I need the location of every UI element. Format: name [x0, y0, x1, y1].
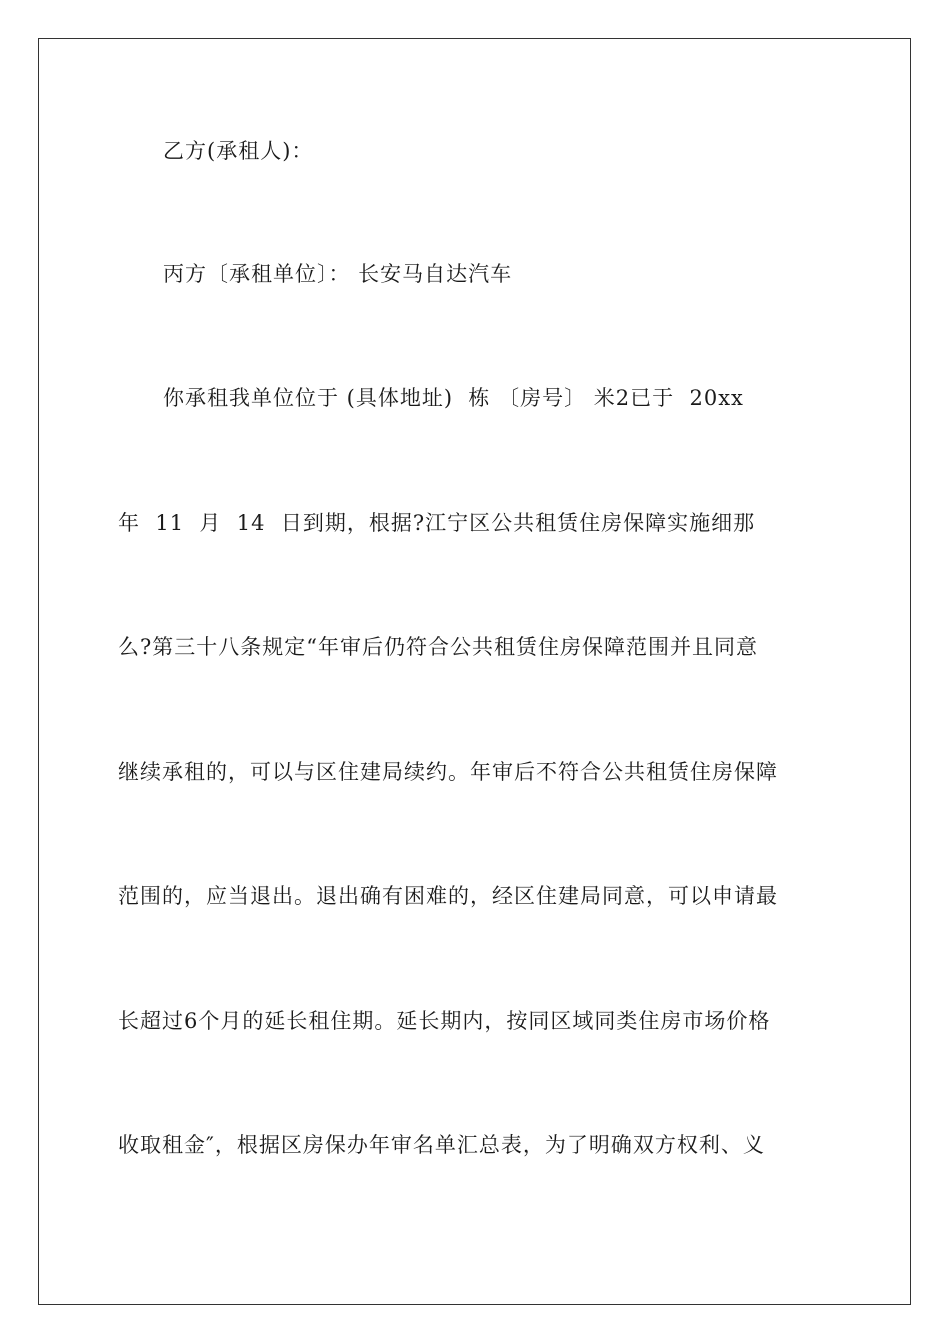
body-line-1: 你承租我单位位于 (具体地址) 栋 〔房号〕 米2已于 20xx: [163, 386, 744, 410]
body-line-6: 长超过6个月的延长租住期。延长期内，按同区域同类住房市场价格: [118, 1009, 771, 1033]
body-line-2: 年 11 月 14 日到期，根据?江宁区公共租赁住房保障实施细那: [118, 511, 756, 535]
body-line-4: 继续承租的，可以与区住建局续约。年审后不符合公共租赁住房保障: [118, 760, 778, 784]
body-line-5: 范围的，应当退出。退出确有困难的，经区住建局同意，可以申请最: [118, 884, 778, 908]
page-frame: [38, 38, 911, 1305]
party-b-line: 乙方(承租人)：: [163, 139, 314, 163]
body-line-7: 收取租金″，根据区房保办年审名单汇总表，为了明确双方权利、义: [118, 1133, 765, 1157]
party-c-line: 丙方〔承租单位〕： 长安马自达汽车: [163, 262, 513, 286]
body-line-3: 么?第三十八条规定“年审后仍符合公共租赁住房保障范围并且同意: [118, 635, 758, 659]
